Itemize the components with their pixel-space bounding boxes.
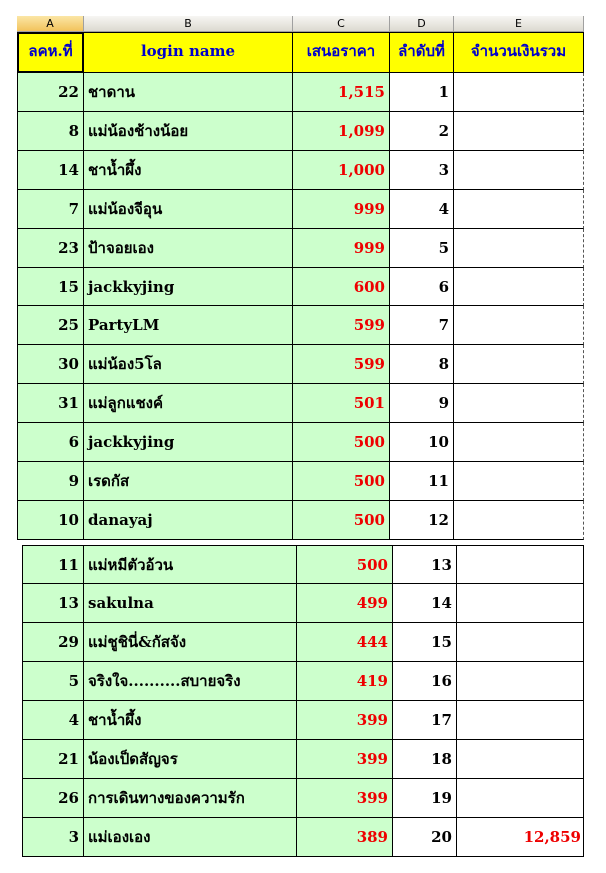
login-name-cell[interactable]: แม่น้องช้างน้อย xyxy=(84,112,293,151)
price-cell[interactable]: 600 xyxy=(293,268,390,306)
price-cell[interactable]: 500 xyxy=(293,423,390,462)
login-name-cell[interactable]: sakulna xyxy=(84,584,297,623)
login-name-cell[interactable]: แม่น้อง5โล xyxy=(84,345,293,384)
order-cell[interactable]: 8 xyxy=(17,112,84,151)
order-cell[interactable]: 25 xyxy=(17,306,84,345)
order-cell[interactable]: 5 xyxy=(22,662,84,701)
header-order-cell[interactable]: ลคห.ที่ xyxy=(17,32,84,73)
login-name-cell[interactable]: PartyLM xyxy=(84,306,293,345)
order-cell[interactable]: 4 xyxy=(22,701,84,740)
price-cell[interactable]: 500 xyxy=(293,501,390,540)
header-total-cell[interactable]: จำนวนเงินรวม xyxy=(454,32,584,73)
rank-cell[interactable]: 12 xyxy=(390,501,454,540)
total-cell[interactable] xyxy=(457,545,584,584)
price-cell[interactable]: 1,000 xyxy=(293,151,390,190)
price-cell[interactable]: 444 xyxy=(297,623,393,662)
order-cell[interactable]: 13 xyxy=(22,584,84,623)
rank-cell[interactable]: 5 xyxy=(390,229,454,268)
rank-cell[interactable]: 4 xyxy=(390,190,454,229)
rank-cell[interactable]: 16 xyxy=(393,662,457,701)
total-cell[interactable] xyxy=(454,345,584,384)
login-name-cell[interactable]: แม่ลูกแชงค์ xyxy=(84,384,293,423)
price-cell[interactable]: 500 xyxy=(297,545,393,584)
rank-cell[interactable]: 19 xyxy=(393,779,457,818)
total-cell[interactable] xyxy=(454,384,584,423)
login-name-cell[interactable]: แม่หมีตัวอ้วน xyxy=(84,545,297,584)
column-header-b[interactable]: B xyxy=(84,16,293,32)
rank-cell[interactable]: 10 xyxy=(390,423,454,462)
price-cell[interactable]: 1,099 xyxy=(293,112,390,151)
login-name-cell[interactable]: jackkyjing xyxy=(84,268,293,306)
column-header-c[interactable]: C xyxy=(293,16,390,32)
price-cell[interactable]: 500 xyxy=(293,462,390,501)
rank-cell[interactable]: 17 xyxy=(393,701,457,740)
rank-cell[interactable]: 20 xyxy=(393,818,457,857)
order-cell[interactable]: 15 xyxy=(17,268,84,306)
order-cell[interactable]: 31 xyxy=(17,384,84,423)
total-cell[interactable] xyxy=(454,73,584,112)
total-cell[interactable] xyxy=(454,151,584,190)
header-rank-cell[interactable]: ลำดับที่ xyxy=(390,32,454,73)
total-cell[interactable]: 12,859 xyxy=(457,818,584,857)
total-cell[interactable] xyxy=(454,462,584,501)
column-header-a[interactable]: A xyxy=(17,16,84,32)
total-cell[interactable] xyxy=(457,662,584,701)
rank-cell[interactable]: 2 xyxy=(390,112,454,151)
login-name-cell[interactable]: jackkyjing xyxy=(84,423,293,462)
price-cell[interactable]: 599 xyxy=(293,306,390,345)
total-cell[interactable] xyxy=(454,190,584,229)
total-cell[interactable] xyxy=(457,701,584,740)
order-cell[interactable]: 10 xyxy=(17,501,84,540)
order-cell[interactable]: 22 xyxy=(17,73,84,112)
total-cell[interactable] xyxy=(457,623,584,662)
total-cell[interactable] xyxy=(454,268,584,306)
price-cell[interactable]: 399 xyxy=(297,740,393,779)
login-name-cell[interactable]: จริงใจ..........สบายจริง xyxy=(84,662,297,701)
total-cell[interactable] xyxy=(454,423,584,462)
total-cell[interactable] xyxy=(457,584,584,623)
login-name-cell[interactable]: เรดกัส xyxy=(84,462,293,501)
price-cell[interactable]: 599 xyxy=(293,345,390,384)
header-price-cell[interactable]: เสนอราคา xyxy=(293,32,390,73)
total-cell[interactable] xyxy=(454,112,584,151)
price-cell[interactable]: 1,515 xyxy=(293,73,390,112)
login-name-cell[interactable]: แม่น้องจีอุน xyxy=(84,190,293,229)
order-cell[interactable]: 11 xyxy=(22,545,84,584)
order-cell[interactable]: 6 xyxy=(17,423,84,462)
order-cell[interactable]: 14 xyxy=(17,151,84,190)
column-header-d[interactable]: D xyxy=(390,16,454,32)
price-cell[interactable]: 399 xyxy=(297,701,393,740)
total-cell[interactable] xyxy=(454,501,584,540)
login-name-cell[interactable]: ชาดาน xyxy=(84,73,293,112)
total-cell[interactable] xyxy=(454,229,584,268)
login-name-cell[interactable]: น้องเป็ดสัญจร xyxy=(84,740,297,779)
rank-cell[interactable]: 14 xyxy=(393,584,457,623)
price-cell[interactable]: 999 xyxy=(293,229,390,268)
total-cell[interactable] xyxy=(457,779,584,818)
login-name-cell[interactable]: ป้าจอยเอง xyxy=(84,229,293,268)
total-cell[interactable] xyxy=(454,306,584,345)
price-cell[interactable]: 499 xyxy=(297,584,393,623)
rank-cell[interactable]: 8 xyxy=(390,345,454,384)
rank-cell[interactable]: 11 xyxy=(390,462,454,501)
order-cell[interactable]: 23 xyxy=(17,229,84,268)
login-name-cell[interactable]: danayaj xyxy=(84,501,293,540)
login-name-cell[interactable]: ชาน้ำผึ้ง xyxy=(84,151,293,190)
rank-cell[interactable]: 18 xyxy=(393,740,457,779)
login-name-cell[interactable]: แม่ชูชินี่&กัสจัง xyxy=(84,623,297,662)
header-login-cell[interactable]: login name xyxy=(84,32,293,73)
order-cell[interactable]: 21 xyxy=(22,740,84,779)
rank-cell[interactable]: 6 xyxy=(390,268,454,306)
order-cell[interactable]: 7 xyxy=(17,190,84,229)
rank-cell[interactable]: 1 xyxy=(390,73,454,112)
rank-cell[interactable]: 7 xyxy=(390,306,454,345)
rank-cell[interactable]: 15 xyxy=(393,623,457,662)
rank-cell[interactable]: 3 xyxy=(390,151,454,190)
order-cell[interactable]: 26 xyxy=(22,779,84,818)
price-cell[interactable]: 999 xyxy=(293,190,390,229)
column-header-e[interactable]: E xyxy=(454,16,584,32)
order-cell[interactable]: 30 xyxy=(17,345,84,384)
login-name-cell[interactable]: ชาน้ำผึ้ง xyxy=(84,701,297,740)
price-cell[interactable]: 501 xyxy=(293,384,390,423)
order-cell[interactable]: 9 xyxy=(17,462,84,501)
price-cell[interactable]: 399 xyxy=(297,779,393,818)
login-name-cell[interactable]: การเดินทางของความรัก xyxy=(84,779,297,818)
total-cell[interactable] xyxy=(457,740,584,779)
rank-cell[interactable]: 13 xyxy=(393,545,457,584)
order-cell[interactable]: 29 xyxy=(22,623,84,662)
rank-cell[interactable]: 9 xyxy=(390,384,454,423)
price-cell[interactable]: 419 xyxy=(297,662,393,701)
login-name-cell[interactable]: แม่เองเอง xyxy=(84,818,297,857)
price-cell[interactable]: 389 xyxy=(297,818,393,857)
order-cell[interactable]: 3 xyxy=(22,818,84,857)
